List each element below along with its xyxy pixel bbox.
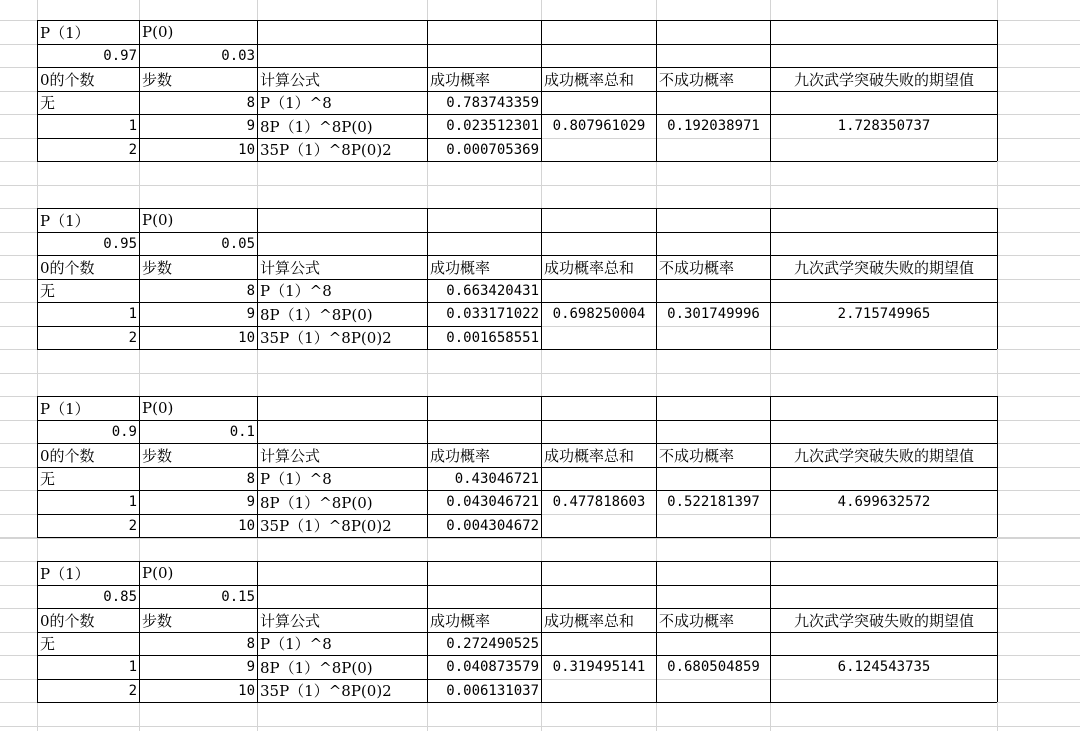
zeros-count-cell[interactable]: 1 bbox=[128, 494, 137, 510]
p1-header[interactable]: P（1） bbox=[40, 399, 90, 418]
steps-cell[interactable]: 10 bbox=[238, 517, 255, 534]
formula-cell[interactable]: 35P（1）^8P(0)2 bbox=[260, 517, 392, 535]
steps-cell[interactable]: 9 bbox=[246, 118, 255, 134]
formula-cell[interactable]: 8P（1）^8P(0) bbox=[260, 658, 373, 677]
zeros-count-cell[interactable]: 1 bbox=[128, 118, 137, 134]
formula-cell[interactable]: P（1）^8 bbox=[260, 282, 332, 300]
cell-border bbox=[37, 537, 997, 538]
success-total-header[interactable]: 成功概率总和 bbox=[544, 446, 635, 465]
formula-cell[interactable]: 8P（1）^8P(0) bbox=[260, 305, 373, 324]
success-total-cell[interactable]: 0.698250004 bbox=[552, 306, 646, 322]
expected-value-cell[interactable]: 2.715749965 bbox=[837, 306, 931, 322]
success-prob-cell[interactable]: 0.006131037 bbox=[446, 682, 539, 699]
expected-value-cell[interactable]: 1.728350737 bbox=[837, 118, 931, 134]
zeros-count-cell[interactable]: 无 bbox=[40, 94, 56, 112]
p1-header[interactable]: P（1） bbox=[40, 564, 90, 583]
expected-value-header[interactable]: 九次武学突破失败的期望值 bbox=[793, 446, 974, 465]
fail-prob-cell[interactable]: 0.522181397 bbox=[667, 494, 760, 510]
cell-border bbox=[37, 349, 997, 350]
steps-cell[interactable]: 10 bbox=[238, 141, 255, 158]
gridline-horizontal bbox=[0, 538, 1080, 539]
steps-cell[interactable]: 10 bbox=[238, 682, 255, 699]
steps-cell[interactable]: 8 bbox=[246, 282, 255, 299]
success-prob-cell[interactable]: 0.033171022 bbox=[446, 306, 539, 322]
fail-prob-header[interactable]: 不成功概率 bbox=[659, 70, 735, 89]
cell-border bbox=[997, 561, 998, 702]
expected-value-header[interactable]: 九次武学突破失败的期望值 bbox=[793, 611, 974, 630]
p0-header[interactable]: P(0) bbox=[142, 211, 174, 229]
zeros-count-header[interactable]: 0的个数 bbox=[40, 446, 95, 465]
steps-header[interactable]: 步数 bbox=[142, 446, 173, 465]
steps-header[interactable]: 步数 bbox=[142, 70, 173, 89]
zeros-count-cell[interactable]: 1 bbox=[128, 306, 137, 322]
formula-cell[interactable]: 8P（1）^8P(0) bbox=[260, 117, 373, 136]
fail-prob-cell[interactable]: 0.192038971 bbox=[667, 118, 760, 134]
p0-value[interactable]: 0.05 bbox=[221, 235, 255, 252]
zeros-count-cell[interactable]: 2 bbox=[128, 329, 137, 346]
steps-cell[interactable]: 10 bbox=[238, 329, 255, 346]
success-prob-cell[interactable]: 0.004304672 bbox=[446, 517, 539, 534]
fail-prob-cell[interactable]: 0.301749996 bbox=[667, 306, 760, 322]
formula-cell[interactable]: P（1）^8 bbox=[260, 635, 332, 653]
p1-header[interactable]: P（1） bbox=[40, 23, 90, 42]
cell-border bbox=[997, 20, 998, 161]
steps-header[interactable]: 步数 bbox=[142, 258, 173, 277]
formula-cell[interactable]: 8P（1）^8P(0) bbox=[260, 493, 373, 512]
fail-prob-header[interactable]: 不成功概率 bbox=[659, 611, 735, 630]
success-prob-cell[interactable]: 0.272490525 bbox=[446, 635, 539, 652]
success-prob-header[interactable]: 成功概率 bbox=[430, 258, 491, 277]
zeros-count-cell[interactable]: 2 bbox=[128, 682, 137, 699]
steps-header[interactable]: 步数 bbox=[142, 611, 173, 630]
steps-cell[interactable]: 9 bbox=[246, 306, 255, 322]
success-prob-header[interactable]: 成功概率 bbox=[430, 446, 491, 465]
p0-header[interactable]: P(0) bbox=[142, 23, 174, 41]
success-prob-cell[interactable]: 0.663420431 bbox=[446, 282, 539, 299]
p1-value[interactable]: 0.97 bbox=[103, 47, 137, 64]
zeros-count-header[interactable]: 0的个数 bbox=[40, 258, 95, 277]
steps-cell[interactable]: 9 bbox=[246, 659, 255, 675]
success-total-header[interactable]: 成功概率总和 bbox=[544, 258, 635, 277]
zeros-count-header[interactable]: 0的个数 bbox=[40, 611, 95, 630]
p0-header[interactable]: P(0) bbox=[142, 399, 174, 417]
success-prob-cell[interactable]: 0.040873579 bbox=[446, 659, 539, 675]
success-prob-cell[interactable]: 0.43046721 bbox=[454, 470, 539, 487]
expected-value-cell[interactable]: 4.699632572 bbox=[837, 494, 931, 510]
success-prob-cell[interactable]: 0.783743359 bbox=[446, 94, 539, 111]
formula-cell[interactable]: 35P（1）^8P(0)2 bbox=[260, 329, 392, 347]
expected-value-header[interactable]: 九次武学突破失败的期望值 bbox=[793, 258, 974, 277]
zeros-count-cell[interactable]: 1 bbox=[128, 659, 137, 675]
success-total-header[interactable]: 成功概率总和 bbox=[544, 70, 635, 89]
success-total-header[interactable]: 成功概率总和 bbox=[544, 611, 635, 630]
p0-header[interactable]: P(0) bbox=[142, 564, 174, 582]
zeros-count-cell[interactable]: 2 bbox=[128, 141, 137, 158]
fail-prob-cell[interactable]: 0.680504859 bbox=[667, 659, 760, 675]
formula-header[interactable]: 计算公式 bbox=[260, 258, 321, 277]
zeros-count-cell[interactable]: 2 bbox=[128, 517, 137, 534]
p0-value[interactable]: 0.03 bbox=[221, 47, 255, 64]
cell-border bbox=[997, 208, 998, 349]
success-prob-cell[interactable]: 0.001658551 bbox=[446, 329, 539, 346]
success-total-cell[interactable]: 0.477818603 bbox=[552, 494, 646, 510]
p0-value[interactable]: 0.1 bbox=[229, 423, 255, 440]
formula-cell[interactable]: 35P（1）^8P(0)2 bbox=[260, 141, 392, 159]
p1-value[interactable]: 0.95 bbox=[103, 235, 137, 252]
steps-cell[interactable]: 9 bbox=[246, 494, 255, 510]
formula-cell[interactable]: P（1）^8 bbox=[260, 94, 332, 112]
success-total-cell[interactable]: 0.807961029 bbox=[552, 118, 646, 134]
gridline-horizontal bbox=[0, 185, 1080, 186]
zeros-count-cell[interactable]: 无 bbox=[40, 470, 56, 488]
zeros-count-cell[interactable]: 无 bbox=[40, 635, 56, 653]
formula-cell[interactable]: P（1）^8 bbox=[260, 470, 332, 488]
gridline-horizontal bbox=[0, 726, 1080, 727]
cell-border bbox=[997, 396, 998, 537]
zeros-count-cell[interactable]: 无 bbox=[40, 282, 56, 300]
fail-prob-header[interactable]: 不成功概率 bbox=[659, 258, 735, 277]
expected-value-cell[interactable]: 6.124543735 bbox=[837, 659, 931, 675]
cell-border bbox=[37, 161, 997, 162]
steps-cell[interactable]: 8 bbox=[246, 94, 255, 111]
p1-value[interactable]: 0.9 bbox=[111, 423, 137, 440]
cell-border bbox=[37, 702, 997, 703]
steps-cell[interactable]: 8 bbox=[246, 635, 255, 652]
success-prob-header[interactable]: 成功概率 bbox=[430, 611, 491, 630]
expected-value-header[interactable]: 九次武学突破失败的期望值 bbox=[793, 70, 974, 89]
fail-prob-header[interactable]: 不成功概率 bbox=[659, 446, 735, 465]
success-total-cell[interactable]: 0.319495141 bbox=[552, 659, 646, 675]
steps-cell[interactable]: 8 bbox=[246, 470, 255, 487]
gridline-horizontal bbox=[0, 373, 1080, 374]
formula-header[interactable]: 计算公式 bbox=[260, 70, 321, 89]
success-prob-cell[interactable]: 0.000705369 bbox=[446, 141, 539, 158]
success-prob-cell[interactable]: 0.023512301 bbox=[446, 118, 539, 134]
formula-header[interactable]: 计算公式 bbox=[260, 611, 321, 630]
success-prob-header[interactable]: 成功概率 bbox=[430, 70, 491, 89]
success-prob-cell[interactable]: 0.043046721 bbox=[446, 494, 539, 510]
zeros-count-header[interactable]: 0的个数 bbox=[40, 70, 95, 89]
p1-value[interactable]: 0.85 bbox=[103, 588, 137, 605]
p0-value[interactable]: 0.15 bbox=[221, 588, 255, 605]
p1-header[interactable]: P（1） bbox=[40, 211, 90, 230]
formula-cell[interactable]: 35P（1）^8P(0)2 bbox=[260, 682, 392, 700]
formula-header[interactable]: 计算公式 bbox=[260, 446, 321, 465]
